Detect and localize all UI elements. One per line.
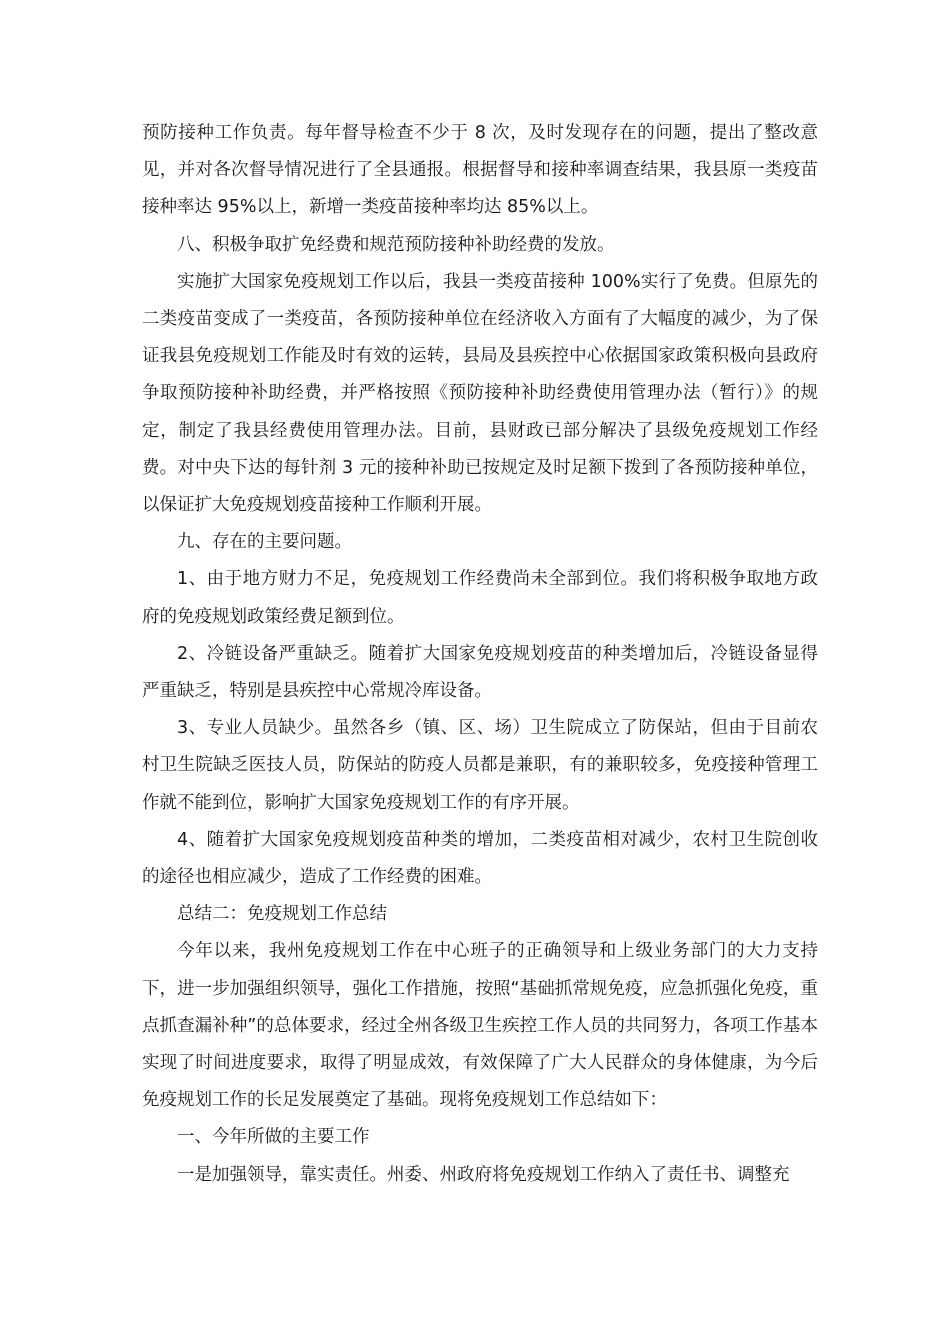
problem-item-3: 3、专业人员缺少。虽然各乡（镇、区、场）卫生院成立了防保站，但由于目前农村卫生院缺乏医技人员，防保站的防疫人员都是兼职，有的兼职较多，免疫接种管理工作就不能到位，影响扩大国家免疫规划工作的有序开展。 xyxy=(142,718,818,813)
paragraph-leadership: 一是加强领导，靠实责任。州委、州政府将免疫规划工作纳入了责任书、调整充 xyxy=(177,1164,790,1185)
paragraph-continuation: 预防接种工作负责。每年督导检查不少于 8 次，及时发现存在的问题，提出了整改意见，并对各次督导情况进行了全县通报。根据督导和接种率调查结果，我县原一类疫苗接种率达 95%以上，新增一类疫苗接种率均达 85%以上。 xyxy=(142,123,818,218)
section-heading-1: 一、今年所做的主要工作 xyxy=(177,1127,370,1148)
section-heading-8: 八、积极争取扩免经费和规范预防接种补助经费的发放。 xyxy=(177,234,615,255)
paragraph-funding: 实施扩大国家免疫规划工作以后，我县一类疫苗接种 100%实行了免费。但原先的二类疫苗变成了一类疫苗，各预防接种单位在经济收入方面有了大幅度的减少，为了保证我县免疫规划工作能及时有效的运转，县局及县疾控中心依据国家政策积极向县政府争取预防接种补助经费，并严格按照《预防接种补助经费使用管理办法（暂行）》的规定，制定了我县经费使用管理办法。目前，县财政已部分解决了县级免疫规划工作经费。对中央下达的每针剂 3 元的接种补助已按规定及时足额下拨到了各预防接种单位，以保证扩大免疫规划疫苗接种工作顺利开展。 xyxy=(142,271,818,516)
problem-item-4: 4、随着扩大国家免疫规划疫苗种类的增加，二类疫苗相对减少，农村卫生院创收的途径也相应减少，造成了工作经费的困难。 xyxy=(142,829,818,888)
paragraph-intro: 今年以来，我州免疫规划工作在中心班子的正确领导和上级业务部门的大力支持下，进一步加强组织领导，强化工作措施，按照“基础抓常规免疫，应急抓强化免疫，重点抓查漏补种”的总体要求，经过全州各级卫生疾控工作人员的共同努力，各项工作基本实现了时间进度要求，取得了明显成效，有效保障了广大人民群众的身体健康，为今后免疫规划工作的长足发展奠定了基础。现将免疫规划工作总结如下： xyxy=(142,941,818,1111)
problem-item-2: 2、冷链设备严重缺乏。随着扩大国家免疫规划疫苗的种类增加后，冷链设备显得严重缺乏，特别是县疾控中心常规冷库设备。 xyxy=(142,643,818,702)
problem-item-1: 1、由于地方财力不足，免疫规划工作经费尚未全部到位。我们将积极争取地方政府的免疫规划政策经费足额到位。 xyxy=(142,569,818,627)
document-body xyxy=(142,115,818,1194)
summary-two-title: 总结二：免疫规划工作总结 xyxy=(177,904,387,925)
section-heading-9: 九、存在的主要问题。 xyxy=(177,532,352,553)
